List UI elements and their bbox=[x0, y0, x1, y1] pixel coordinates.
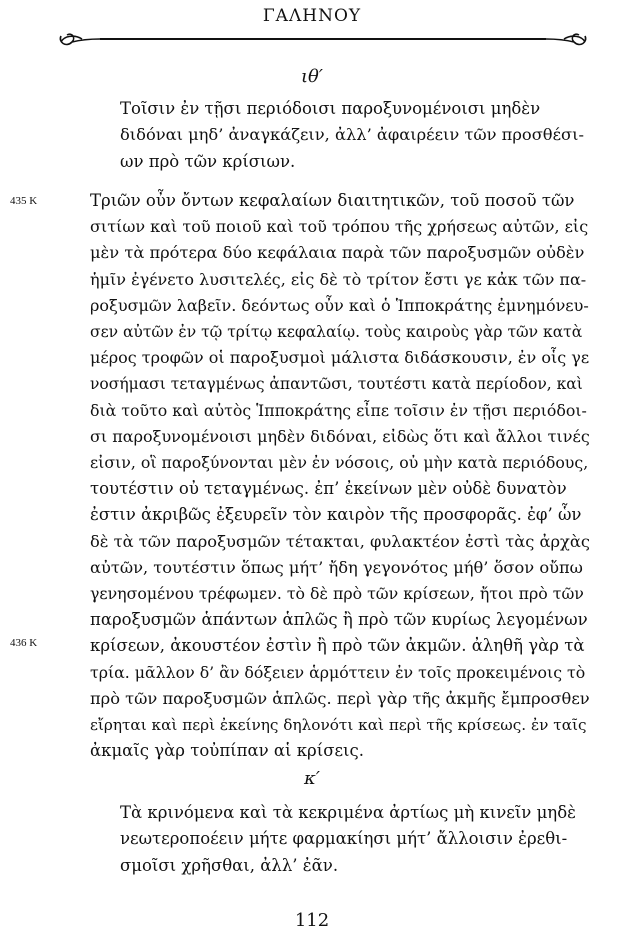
commentary-line: κρίσεων, ἀκουστέον ἐστὶν ἢ πρὸ τῶν ἀκμῶν. ἀληθῆ γὰρ τὰ bbox=[90, 636, 585, 656]
lemma-line: ων πρὸ τῶν κρίσιων. bbox=[120, 151, 296, 171]
commentary-line: τουτέστιν οὐ τεταγμένως. ἐπ’ ἐκείνων μὲν οὐδὲ δυνατὸν bbox=[90, 479, 567, 499]
commentary-body bbox=[90, 188, 590, 764]
running-title: ΓΑΛΗΝΟΥ bbox=[262, 6, 362, 26]
commentary-line: Τριῶν οὖν ὄντων κεφαλαίων διαιτητικῶν, τοῦ ποσοῦ τῶν bbox=[90, 191, 575, 210]
commentary-line: σεν αὐτῶν ἐν τῷ τρίτῳ κεφαλαίῳ. τοὺς καιροὺς γὰρ τῶν κατὰ bbox=[90, 323, 583, 342]
commentary-line: τρία. μᾶλλον δ’ ἂν δόξειεν ἁρμόττειν ἐν τοῖς προκειμένοις τὸ bbox=[90, 662, 586, 682]
commentary-line: παροξυσμῶν ἁπάντων ἁπλῶς ἢ πρὸ τῶν κυρίως λεγομένων bbox=[90, 610, 588, 630]
lemma-line: σμοῖσι χρῆσθαι, ἀλλ’ ἐᾶν. bbox=[120, 855, 339, 875]
lemma-line: νεωτεροποέειν μήτε φαρμακίησι μήτ’ ἄλλοισιν ἐρεθι- bbox=[120, 829, 568, 849]
section-number-19: ιθ′ bbox=[301, 66, 323, 87]
commentary-line: νοσήμασι τεταγμένως ἀπαντῶσι, τουτέστι κατὰ περίοδον, καὶ bbox=[90, 375, 583, 394]
lemma-line: Τοῖσιν ἐν τῇσι περιόδοισι παροξυνομένοισι μηδὲν bbox=[120, 99, 541, 118]
commentary-line: εἴρηται καὶ περὶ ἐκείνης δηλονότι καὶ περὶ τῆς κρίσεως. ἐν ταῖς bbox=[90, 716, 587, 735]
commentary-line: αὐτῶν, τουτέστιν ὅπως μήτ’ ἤδη γεγονότος μήθ’ ὅσον οὔπω bbox=[90, 557, 583, 577]
commentary-line: μὲν τὰ πρότερα δύο κεφάλαια παρὰ τῶν παροξυσμῶν οὐδὲν bbox=[90, 243, 585, 263]
ornamental-rule bbox=[58, 28, 588, 50]
aphorism-lemma-19 bbox=[120, 96, 590, 175]
commentary-line: διὰ τοῦτο καὶ αὐτὸς Ἱπποκράτης εἶπε τοῖσιν ἐν τῇσι περιόδοι- bbox=[90, 400, 587, 420]
page-number: 112 bbox=[294, 910, 330, 931]
section-number-20: κ′ bbox=[304, 768, 320, 789]
commentary-line: γενησομένου τρέφωμεν. τὸ δὲ πρὸ τῶν κρίσεων, ἤτοι πρὸ τῶν bbox=[90, 584, 584, 604]
margin-ref-435: 435 K bbox=[10, 195, 38, 207]
margin-ref-436: 436 K bbox=[10, 637, 38, 649]
running-header bbox=[0, 0, 624, 60]
commentary-line: δὲ τὰ τῶν παροξυσμῶν τέτακται, φυλακτέον ἐστὶ τὰς ἀρχὰς bbox=[90, 531, 590, 551]
commentary-line: εἰσιν, οἳ παροξύνονται μὲν ἐν νόσοις, οὐ μὴν κατὰ περιόδους, bbox=[90, 453, 589, 473]
commentary-line: ἐστιν ἀκριβῶς ἐξευρεῖν τὸν καιρὸν τῆς προσφορᾶς. ἐφ’ ὧν bbox=[90, 505, 582, 525]
commentary-line: ροξυσμῶν λαβεῖν. δεόντως οὖν καὶ ὁ Ἱπποκράτης ἐμνημόνευ- bbox=[90, 295, 589, 315]
commentary-line: σι παροξυνομένοισι μηδὲν διδόναι, εἰδὼς ὅτι καὶ ἄλλοι τινές bbox=[90, 426, 590, 446]
commentary-line: μέρος τροφῶν οἱ παροξυσμοὶ μάλιστα διδάσκουσιν, ἐν οἷς γε bbox=[90, 348, 590, 368]
aphorism-lemma-20 bbox=[120, 800, 590, 879]
commentary-line: σιτίων καὶ τοῦ ποιοῦ καὶ τοῦ τρόπου τῆς χρήσεως αὐτῶν, εἰς bbox=[90, 217, 589, 237]
commentary-line: πρὸ τῶν παροξυσμῶν ἁπλῶς. περὶ γὰρ τῆς ἀκμῆς ἔμπροσθεν bbox=[90, 688, 590, 708]
lemma-line: διδόναι μηδ’ ἀναγκάζειν, ἀλλ’ ἀφαιρέειν τῶν προσθέσι- bbox=[120, 125, 584, 145]
commentary-line: ἀκμαῖς γὰρ τοὐπίπαν αἱ κρίσεις. bbox=[90, 741, 364, 761]
commentary-line: ἡμῖν ἐγένετο λυσιτελές, εἰς δὲ τὸ τρίτον ἔστι γε κἀκ τῶν πα- bbox=[90, 269, 587, 289]
lemma-line: Τὰ κρινόμενα καὶ τὰ κεκριμένα ἀρτίως μὴ κινεῖν μηδὲ bbox=[120, 803, 576, 822]
